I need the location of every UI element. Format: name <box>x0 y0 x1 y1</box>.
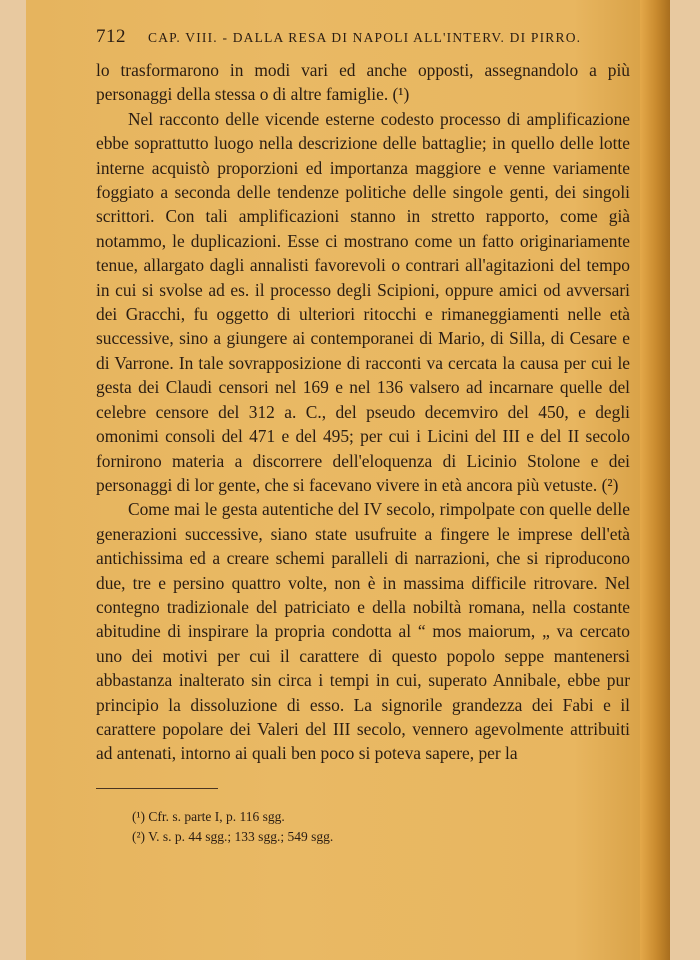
footnotes <box>96 807 630 847</box>
document-page <box>96 20 630 847</box>
footnote-rule <box>96 788 218 789</box>
paragraph-continuation: lo trasformarono in modi vari ed anche opposti, assegnandolo a più personaggi della stessa o di altre famiglie. (¹) <box>96 60 630 105</box>
page-number: 712 <box>96 26 126 47</box>
footnote: (²) V. s. p. 44 sgg.; 133 sgg.; 549 sgg. <box>132 828 334 844</box>
paragraph: Nel racconto delle vicende esterne codesto processo di amplificazione ebbe soprattutto luogo nella descrizione delle battaglie; in quello delle lotte interne acquistò proporzioni ed importanza maggiore e venne variamente foggiato a seconda delle tendenze politiche delle singole genti, dei singoli scrittori. Con tali amplificazioni stanno in stretto rapporto, come già notammo, le duplicazioni. Esse ci mostrano come un fatto originariamente tenue, allargato dagli annalisti favorevoli o contrari all'agitazioni del tempo in cui si svolse ad es. il processo degli Scipioni, oppure amici od avversari dei Gracchi, fu oggetto di ulteriori ritocchi e rimaneggiamenti nelle età successive, sino a giungere ai contemporanei di Mario, di Silla, di Cesare e di Varrone. In tale sovrapposizione di racconti va cercata la causa per cui le gesta dei Claudi censori nel 169 e nel 136 valsero ad incarnare quelle del celebre censore del 312 a. C., del pseudo decemviro del 450, e degli omonimi consoli del 471 e del 495; per cui i Licini del III e del II secolo fornirono materia a discorrere dell'eloquenza di Licinio Stolone e dei personaggi di lor gente, che si facevano vivere in età ancora più vetuste. (²) <box>96 108 630 495</box>
paragraph: Come mai le gesta autentiche del IV secolo, rimpolpate con quelle delle generazioni successive, siano state usufruite a fingere le imprese dell'età antichissima ed a creare schemi paralleli di narrazioni, che si riproducono due, tre e persino quattro volte, non è in massima difficile ritrovare. Nel contegno tradizionale del patriciato e della nobiltà romana, nella costante abitudine di inspirare la propria condotta al “ mos maiorum, „ va cercato uno dei motivi per cui il carattere di questo popolo seppe mantenersi abbastanza inalterato sin circa i tempi in cui, superato Annibale, ebbe pur principio la dissoluzione di esso. La signorile grandezza dei Fabi e il carattere popolare dei Valeri del III secolo, vennero agevolmente attribuiti ad antenati, intorno ai quali ben poco si poteva sapere, per la <box>96 499 630 764</box>
page-header <box>96 20 630 50</box>
book-edge <box>640 0 670 960</box>
running-title: CAP. VIII. - DALLA RESA DI NAPOLI ALL'INTERV. DI PIRRO. <box>148 30 582 45</box>
body-text <box>96 58 630 766</box>
footnote: (¹) Cfr. s. parte I, p. 116 sgg. <box>132 808 285 824</box>
